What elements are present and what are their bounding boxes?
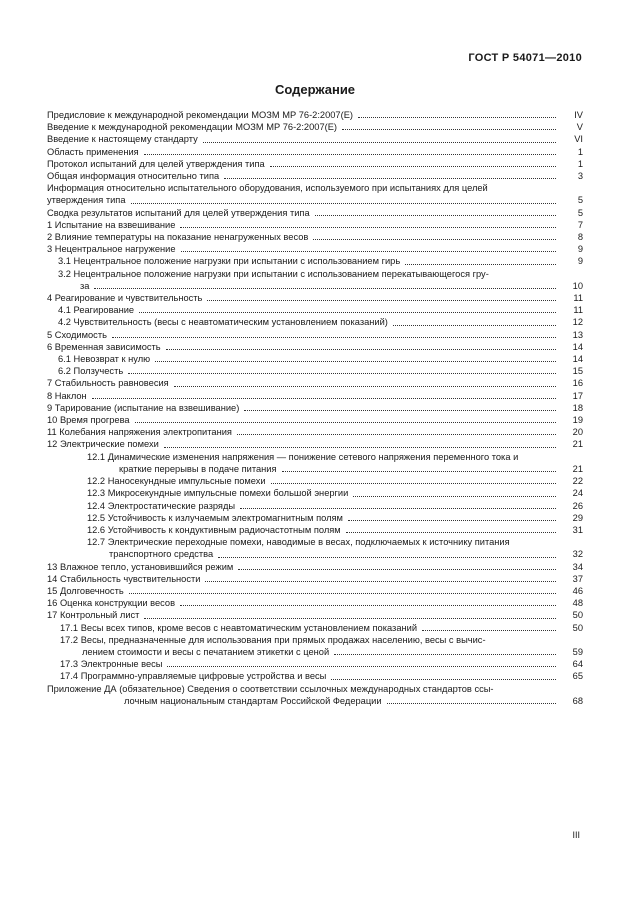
toc-entry-number: 2 (47, 232, 53, 243)
toc-entry-title: Долговечность (59, 585, 124, 596)
toc-entry[interactable] (47, 170, 583, 182)
toc-entry-page: 1 (577, 146, 583, 157)
toc-entry-title: Время прогрева (59, 415, 130, 426)
toc-entry[interactable] (47, 414, 583, 426)
toc-entry-page: 15 (572, 366, 583, 377)
dot-leader (393, 325, 556, 326)
toc-entry-title: Общая информация относительно типа (47, 171, 220, 182)
toc-entry-title: Микросекундные импульсные помехи большой энергии (107, 488, 349, 499)
toc-entry[interactable] (47, 207, 583, 219)
toc-entry-number: 15 (47, 585, 58, 596)
toc-entry-page: 32 (572, 549, 583, 560)
toc-entry-page: 12 (572, 317, 583, 328)
toc-entry-number: 12.1 (87, 451, 106, 462)
toc-entry-number: 8 (47, 390, 53, 401)
dot-leader (358, 117, 556, 118)
toc-entry-number: 3.1 (58, 256, 71, 267)
toc-entry[interactable] (47, 609, 583, 621)
toc-entry-title: Стабильность равновесия (54, 378, 169, 389)
toc-entry[interactable] (47, 512, 583, 524)
toc-entry[interactable] (47, 622, 583, 634)
toc-entry-page: 18 (572, 402, 583, 413)
toc-entry[interactable] (47, 121, 583, 133)
toc-entry-title-continuation: за (80, 280, 90, 291)
toc-entry-number: 14 (47, 573, 58, 584)
toc-entry-number: 4 (47, 293, 53, 304)
toc-entry[interactable] (47, 377, 583, 389)
dot-leader (180, 605, 556, 606)
toc-entry-number: 12.5 (87, 512, 106, 523)
toc-entry-page: 50 (572, 610, 583, 621)
toc-entry-title: Оценка конструкции весов (59, 598, 176, 609)
toc-entry-number: 12 (47, 439, 58, 450)
dot-leader (238, 569, 556, 570)
dot-leader (218, 557, 556, 558)
toc-entry-title: Весы всех типов, кроме весов с неавтоматическим установлением показаний (80, 622, 418, 633)
toc-entry-number: 1 (47, 219, 53, 230)
toc-entry-title: Чувствительность (весы с неавтоматическим установлением показаний) (73, 317, 388, 328)
toc-entry[interactable] (47, 683, 583, 707)
toc-entry[interactable] (47, 182, 583, 206)
dot-leader (155, 361, 556, 362)
toc-entry-page: 65 (572, 671, 583, 682)
dot-leader (131, 203, 557, 204)
dot-leader (166, 349, 556, 350)
toc-entry-title: Испытание на взвешивание (54, 219, 176, 230)
dot-leader (181, 251, 556, 252)
toc-entry-number: 4.1 (58, 305, 71, 316)
toc-entry[interactable] (47, 402, 583, 414)
toc-entry[interactable] (47, 146, 583, 158)
dot-leader (112, 337, 556, 338)
toc-entry-page: 37 (572, 573, 583, 584)
dot-leader (203, 142, 556, 143)
toc-entry-page: 24 (572, 488, 583, 499)
toc-entry-number: 9 (47, 402, 53, 413)
page-title: Содержание (274, 82, 356, 97)
toc-entry-title: Предисловие к международной рекомендации МОЗМ МР 76-2:2007(E) (47, 110, 353, 120)
toc-entry-number: 12.6 (87, 524, 106, 535)
toc-entry[interactable] (47, 268, 583, 292)
dot-leader (237, 434, 556, 435)
toc-entry-title-continuation: лочным национальным стандартам Российской Федерации (124, 695, 382, 706)
dot-leader (144, 618, 556, 619)
toc-entry-number: 17.3 (60, 659, 79, 670)
toc-entry[interactable] (47, 390, 583, 402)
dot-leader (129, 593, 556, 594)
toc-entry-page: 31 (572, 524, 583, 535)
page-number: III (572, 830, 580, 840)
toc-entry-page: 17 (572, 390, 583, 401)
toc-entry[interactable] (47, 670, 583, 682)
toc-entry[interactable] (47, 158, 583, 170)
toc-entry-title: Влияние температуры на показание ненагруженных весов (54, 232, 309, 243)
toc-entry-page: 26 (572, 500, 583, 511)
toc-entry-number: 12.7 (87, 537, 106, 548)
toc-entry-title: Устойчивость к излучаемым электромагнитным полям (107, 512, 343, 523)
toc-entry[interactable] (47, 243, 583, 255)
toc-entry-title: Нецентральное положение нагрузки при испытании с использованием гирь (73, 256, 401, 267)
dot-leader (271, 483, 556, 484)
toc-entry[interactable] (47, 438, 583, 450)
toc-entry[interactable] (47, 561, 583, 573)
toc-entry-page: 48 (572, 598, 583, 609)
dot-leader (207, 300, 556, 301)
toc-entry-page: 8 (577, 232, 583, 243)
toc-entry[interactable] (47, 500, 583, 512)
toc-entry-title: Нецентральное нагружение (54, 244, 176, 255)
dot-leader (353, 496, 556, 497)
dot-leader (164, 447, 556, 448)
dot-leader (313, 239, 556, 240)
dot-leader (139, 312, 556, 313)
toc-entry-title: Тарирование (испытание на взвешивание) (54, 402, 240, 413)
toc-entry-page: 29 (572, 512, 583, 523)
dot-leader (387, 703, 556, 704)
toc-entry-page: 34 (572, 561, 583, 572)
toc-entry-number: 4.2 (58, 317, 71, 328)
toc-entry[interactable] (47, 451, 583, 475)
toc-entry-page: 59 (572, 646, 583, 657)
dot-leader (205, 581, 556, 582)
toc-entry[interactable] (47, 585, 583, 597)
toc-entry[interactable] (47, 231, 583, 243)
toc-entry-title: Протокол испытаний для целей утверждения типа (47, 158, 265, 169)
toc-entry-page: 20 (572, 427, 583, 438)
toc-entry[interactable] (47, 109, 583, 121)
toc-entry-number: 5 (47, 329, 53, 340)
toc-entry-title: Невозврат к нулю (73, 354, 151, 365)
dot-leader (348, 520, 556, 521)
toc-entry-page: 10 (572, 280, 583, 291)
toc-entry-page: 9 (577, 244, 583, 255)
toc-entry-title: Весы, предназначенные для использования при прямых продажах населению, весы с вычис- (80, 634, 486, 645)
toc-entry-title: Электрические помехи (59, 439, 159, 450)
toc-entry-number: 17 (47, 610, 58, 621)
table-of-contents (47, 109, 583, 707)
toc-entry-title: Информация относительно испытательного оборудования, используемого при испытаниях для целей (47, 183, 488, 194)
toc-entry-page: 68 (572, 695, 583, 706)
toc-entry-number: 7 (47, 378, 53, 389)
dot-leader (144, 154, 556, 155)
toc-entry-page: 16 (572, 378, 583, 389)
toc-entry[interactable] (47, 426, 583, 438)
dot-leader (224, 178, 556, 179)
toc-entry[interactable] (47, 487, 583, 499)
toc-entry-number: 3.2 (58, 268, 71, 279)
toc-entry-title: Контрольный лист (59, 610, 140, 621)
toc-entry-page: 11 (573, 293, 583, 304)
toc-entry-title: Область применения (47, 146, 139, 157)
toc-entry-title: Введение к настоящему стандарту (47, 134, 198, 145)
toc-entry-page: 7 (577, 219, 583, 230)
dot-leader (135, 422, 556, 423)
dot-leader (92, 398, 556, 399)
document-code: ГОСТ Р 54071—2010 (468, 52, 582, 64)
toc-entry-title: Наносекундные импульсные помехи (107, 476, 266, 487)
toc-entry-title: Динамические изменения напряжения — понижение сетевого напряжения переменного тока и (107, 451, 519, 462)
toc-entry[interactable] (47, 304, 583, 316)
toc-entry-title: Влажное тепло, установившийся режим (59, 561, 234, 572)
toc-entry[interactable] (47, 475, 583, 487)
toc-entry[interactable] (47, 524, 583, 536)
dot-leader (315, 215, 556, 216)
toc-entry-number: 16 (47, 598, 58, 609)
toc-entry-title-continuation: транспортного средства (109, 549, 214, 560)
toc-entry-number: 3 (47, 244, 53, 255)
dot-leader (334, 654, 556, 655)
dot-leader (167, 666, 556, 667)
toc-entry-number: 12.3 (87, 488, 106, 499)
toc-entry-page: V (576, 122, 583, 133)
toc-entry-title: Сходимость (54, 329, 107, 340)
toc-entry-page: 13 (572, 329, 583, 340)
dot-leader (94, 288, 556, 289)
toc-entry-number: 17.1 (60, 622, 79, 633)
dot-leader (180, 227, 556, 228)
toc-entry-title: Сводка результатов испытаний для целей утверждения типа (47, 207, 310, 218)
dot-leader (331, 679, 556, 680)
toc-entry-number: 6.1 (58, 354, 71, 365)
toc-entry[interactable] (47, 573, 583, 585)
toc-entry-number: 13 (47, 561, 58, 572)
toc-entry-page: 14 (572, 341, 583, 352)
toc-entry-title: Реагирование (73, 305, 135, 316)
dot-leader (128, 373, 556, 374)
toc-entry[interactable] (47, 365, 583, 377)
dot-leader (174, 386, 556, 387)
toc-entry-page: 11 (573, 305, 583, 316)
toc-entry-title: Приложение ДА (обязательное) Сведения о соответствии ссылочных международных стандартов ссы- (47, 683, 494, 694)
toc-entry-title: Устойчивость к кондуктивным радиочастотным полям (107, 524, 341, 535)
toc-entry-title: Программно-управляемые цифровые устройства и весы (80, 671, 327, 682)
toc-entry[interactable] (47, 292, 583, 304)
dot-leader (422, 630, 556, 631)
toc-entry-title: Введение к международной рекомендации МОЗМ МР 76-2:2007(E) (47, 122, 338, 133)
toc-entry-page: 22 (572, 476, 583, 487)
toc-entry-title-continuation: утверждения типа (47, 195, 126, 206)
toc-entry-title: Ползучесть (73, 366, 124, 377)
dot-leader (244, 410, 556, 411)
toc-entry-page: IV (574, 110, 583, 120)
dot-leader (346, 532, 556, 533)
toc-entry-page: 19 (572, 415, 583, 426)
toc-entry[interactable] (47, 133, 583, 145)
toc-entry-number: 17.4 (60, 671, 79, 682)
toc-entry-number: 12.2 (87, 476, 106, 487)
toc-entry[interactable] (47, 255, 583, 267)
toc-entry-page: 21 (572, 439, 583, 450)
toc-entry-page: 1 (577, 158, 583, 169)
toc-entry-title: Реагирование и чувствительность (54, 293, 203, 304)
toc-entry[interactable] (47, 658, 583, 670)
toc-entry[interactable] (47, 316, 583, 328)
toc-entry-page: 14 (572, 354, 583, 365)
dot-leader (240, 508, 556, 509)
toc-entry[interactable] (47, 353, 583, 365)
toc-entry-page: 9 (577, 256, 583, 267)
toc-entry-number: 6 (47, 341, 53, 352)
toc-entry-page: VI (574, 134, 583, 145)
toc-entry-page: 64 (572, 659, 583, 670)
toc-entry-page: 5 (577, 207, 583, 218)
toc-entry[interactable] (47, 597, 583, 609)
toc-entry-title: Нецентральное положение нагрузки при испытании с использованием перекатывающегося гру- (73, 268, 489, 279)
toc-entry-title: Электронные весы (80, 659, 163, 670)
toc-entry-title: Электрические переходные помехи, наводимые в весах, подключаемых к источнику питания (107, 537, 510, 548)
toc-entry-title: Наклон (54, 390, 87, 401)
dot-leader (270, 166, 556, 167)
toc-entry-page: 3 (577, 171, 583, 182)
dot-leader (342, 129, 556, 130)
toc-entry-title: Колебания напряжения электропитания (59, 427, 232, 438)
dot-leader (282, 471, 556, 472)
toc-entry-title: Временная зависимость (54, 341, 161, 352)
toc-entry-number: 17.2 (60, 634, 79, 645)
toc-entry-page: 50 (572, 622, 583, 633)
toc-entry-page: 21 (572, 463, 583, 474)
toc-entry-page: 5 (577, 195, 583, 206)
toc-entry-page: 46 (572, 585, 583, 596)
toc-entry[interactable] (47, 219, 583, 231)
toc-entry[interactable] (47, 634, 583, 658)
toc-entry-number: 6.2 (58, 366, 71, 377)
toc-entry-number: 11 (47, 427, 57, 438)
toc-entry-title-continuation: лением стоимости и весы с печатанием этикетки с ценой (82, 646, 330, 657)
toc-entry-title-continuation: краткие перерывы в подаче питания (119, 463, 277, 474)
toc-entry-number: 10 (47, 415, 58, 426)
toc-entry-title: Стабильность чувствительности (59, 573, 201, 584)
toc-entry[interactable] (47, 341, 583, 353)
toc-entry[interactable] (47, 329, 583, 341)
toc-entry-number: 12.4 (87, 500, 106, 511)
toc-entry-title: Электростатические разряды (107, 500, 236, 511)
dot-leader (405, 264, 556, 265)
toc-entry[interactable] (47, 536, 583, 560)
